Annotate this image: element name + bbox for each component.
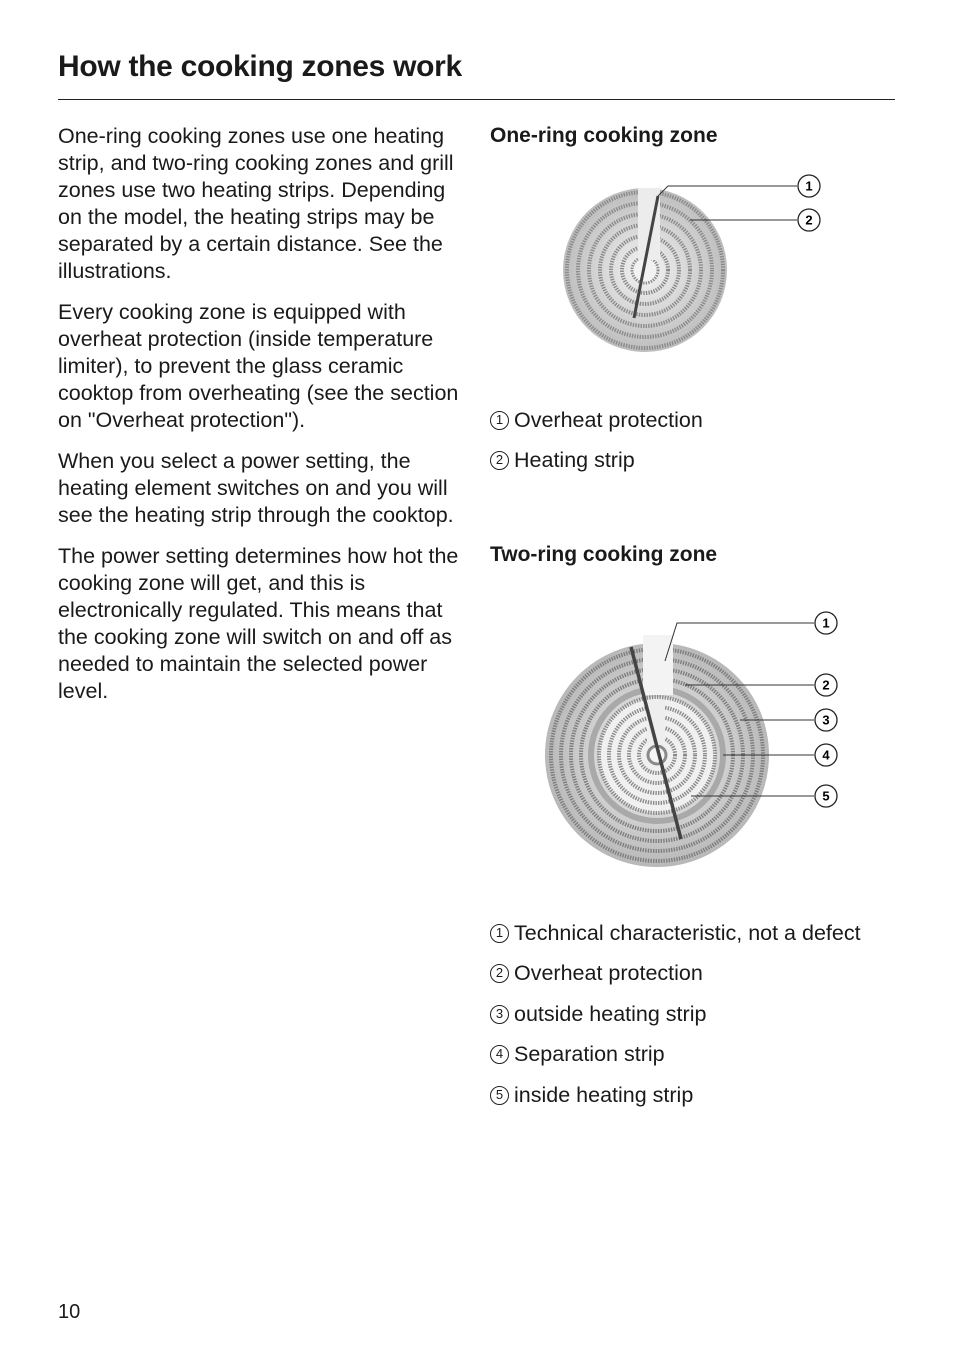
callout-marker-5 xyxy=(815,785,837,807)
callout-marker-1 xyxy=(815,612,837,634)
one-ring-illustration xyxy=(550,170,850,370)
svg-text:3: 3 xyxy=(822,712,830,728)
svg-text:2: 2 xyxy=(805,212,813,228)
legend-text: Separation strip xyxy=(514,1042,665,1066)
paragraph: The power setting determines how hot the cooking zone will get, and this is electronically regulated. This means that the cooking zone will switch on and off as needed to maintain the selected power level. xyxy=(58,544,459,703)
legend-item xyxy=(490,408,703,433)
page-number: 10 xyxy=(58,1301,81,1323)
legend-item xyxy=(490,921,861,946)
callout-marker-1 xyxy=(798,175,820,197)
legend-number: 1 xyxy=(490,411,509,430)
paragraph: Every cooking zone is equipped with overheat protection (inside temperature limiter), to prevent the glass ceramic cooktop from overheating (see the section on "Overheat protection"). xyxy=(58,300,459,432)
one-ring-heading: One-ring cooking zone xyxy=(490,124,718,147)
callout-marker-3 xyxy=(815,709,837,731)
legend-item xyxy=(490,1042,665,1067)
paragraph: When you select a power setting, the heating element switches on and you will see the heating strip through the cooktop. xyxy=(58,449,454,527)
title-divider xyxy=(58,99,895,100)
callout-marker-4 xyxy=(815,744,837,766)
two-ring-illustration xyxy=(535,605,855,885)
callout-marker-2 xyxy=(798,209,820,231)
legend-number: 2 xyxy=(490,451,509,470)
legend-text: outside heating strip xyxy=(514,1002,707,1026)
callout-marker-2 xyxy=(815,674,837,696)
legend-number: 3 xyxy=(490,1005,509,1024)
legend-text: inside heating strip xyxy=(514,1083,694,1107)
two-ring-heading: Two-ring cooking zone xyxy=(490,543,718,566)
one-ring-coil xyxy=(563,188,727,352)
legend-item xyxy=(490,1002,706,1027)
legend-text: Technical characteristic, not a defect xyxy=(514,921,861,945)
svg-text:1: 1 xyxy=(805,178,813,194)
svg-text:4: 4 xyxy=(822,747,830,763)
paragraph: One-ring cooking zones use one heating strip, and two-ring cooking zones and grill zones use two heating strips. Depending on the model, the heating strips may be separated by a certain distance. See the illustrations. xyxy=(58,124,454,283)
legend-number: 4 xyxy=(490,1045,509,1064)
svg-text:2: 2 xyxy=(822,677,830,693)
callout-line-1 xyxy=(658,186,797,196)
legend-number: 1 xyxy=(490,924,509,943)
intro-text-column xyxy=(58,123,468,719)
svg-text:1: 1 xyxy=(822,615,830,631)
legend-item xyxy=(490,448,635,473)
legend-text: Overheat protection xyxy=(514,408,703,432)
legend-item xyxy=(490,961,703,986)
legend-item xyxy=(490,1083,693,1108)
legend-number: 2 xyxy=(490,964,509,983)
legend-number: 5 xyxy=(490,1086,509,1105)
svg-text:5: 5 xyxy=(822,788,830,804)
legend-text: Overheat protection xyxy=(514,961,703,985)
legend-text: Heating strip xyxy=(514,448,635,472)
page-title: How the cooking zones work xyxy=(58,50,462,83)
